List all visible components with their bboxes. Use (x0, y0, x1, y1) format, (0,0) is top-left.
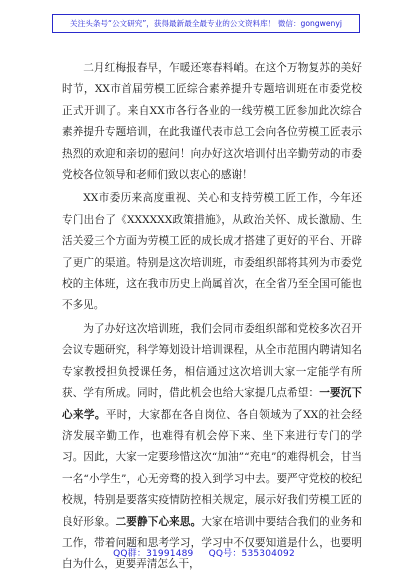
paragraph-hopes-text-2: 平时，大家都在各自岗位、各自领域为了XX的社会经济发展辛勤工作，也难得有机会停下来、坐下来进行专门的学习。因此，大家一定要珍惜这次“加油”“充电”的难得机会，甘当一名“小学生”，心无旁骛的投入到学习中去。要严守党校的校纪校规，特别是要落实疫情防控相关规定，展示好我们劳模工匠的良好形象。 (62, 408, 362, 528)
header-banner: 关注头条号“公文研究”，获得最新最全最专业的公文资料库！ 微信：gongwenyj (52, 14, 360, 33)
footer-qq-group: QQ群：31991489 (113, 549, 194, 559)
hope-1-heading: 一要沉下心来学。 (62, 387, 362, 421)
footer-qq: QQ号：535304092 (208, 549, 295, 559)
paragraph-hopes (62, 319, 362, 576)
paragraph-hopes-text-3: 大家在培训中要结合我们的业务和工作，带着问题和思考学习，学习中不仅要知道是什么，也要明白为什么，更要弄清怎么干， (62, 515, 362, 571)
paragraph-policy: XX市委历来高度重视、关心和支持劳模工匠工作，今年还专门出台了《XXXXXX政策措施》，从政治关怀、成长激励、生活关爱三个方面为劳模工匠的成长成才搭建了更好的平台、开辟了更广的渠道。特别是这次培训班，市委组织部将其列为市委党校的主体班，这在我市历史上尚属首次，在全省乃至全国可能也不多见。 (62, 192, 362, 312)
paragraph-hopes-text-1: 为了办好这次培训班，我们会同市委组织部和党校多次召开会议专题研究，科学筹划设计培训课程，从全市范围内聘请知名专家教授担负授课任务，相信通过这次培训大家一定能学有所获、学有所成。同时，借此机会也给大家提几点希望： (62, 322, 362, 400)
hope-2-heading: 二要静下心来思。 (115, 515, 202, 528)
paragraph-opening: 二月红梅报春早，乍暖还寒春料峭。在这个万物复苏的美好时节，XX市首届劳模工匠综合素养提升专题培训班在市委党校正式开训了。来自XX市各行各业的一线劳模工匠参加此次综合素养提升专题培训，在此我谨代表市总工会向各位劳模工匠表示热烈的欢迎和亲切的慰问！向办好这次培训付出辛勤劳动的市委党校各位领导和老师们致以衷心的感谢！ (62, 62, 362, 182)
document-body (62, 58, 362, 576)
page-footer (0, 546, 408, 559)
